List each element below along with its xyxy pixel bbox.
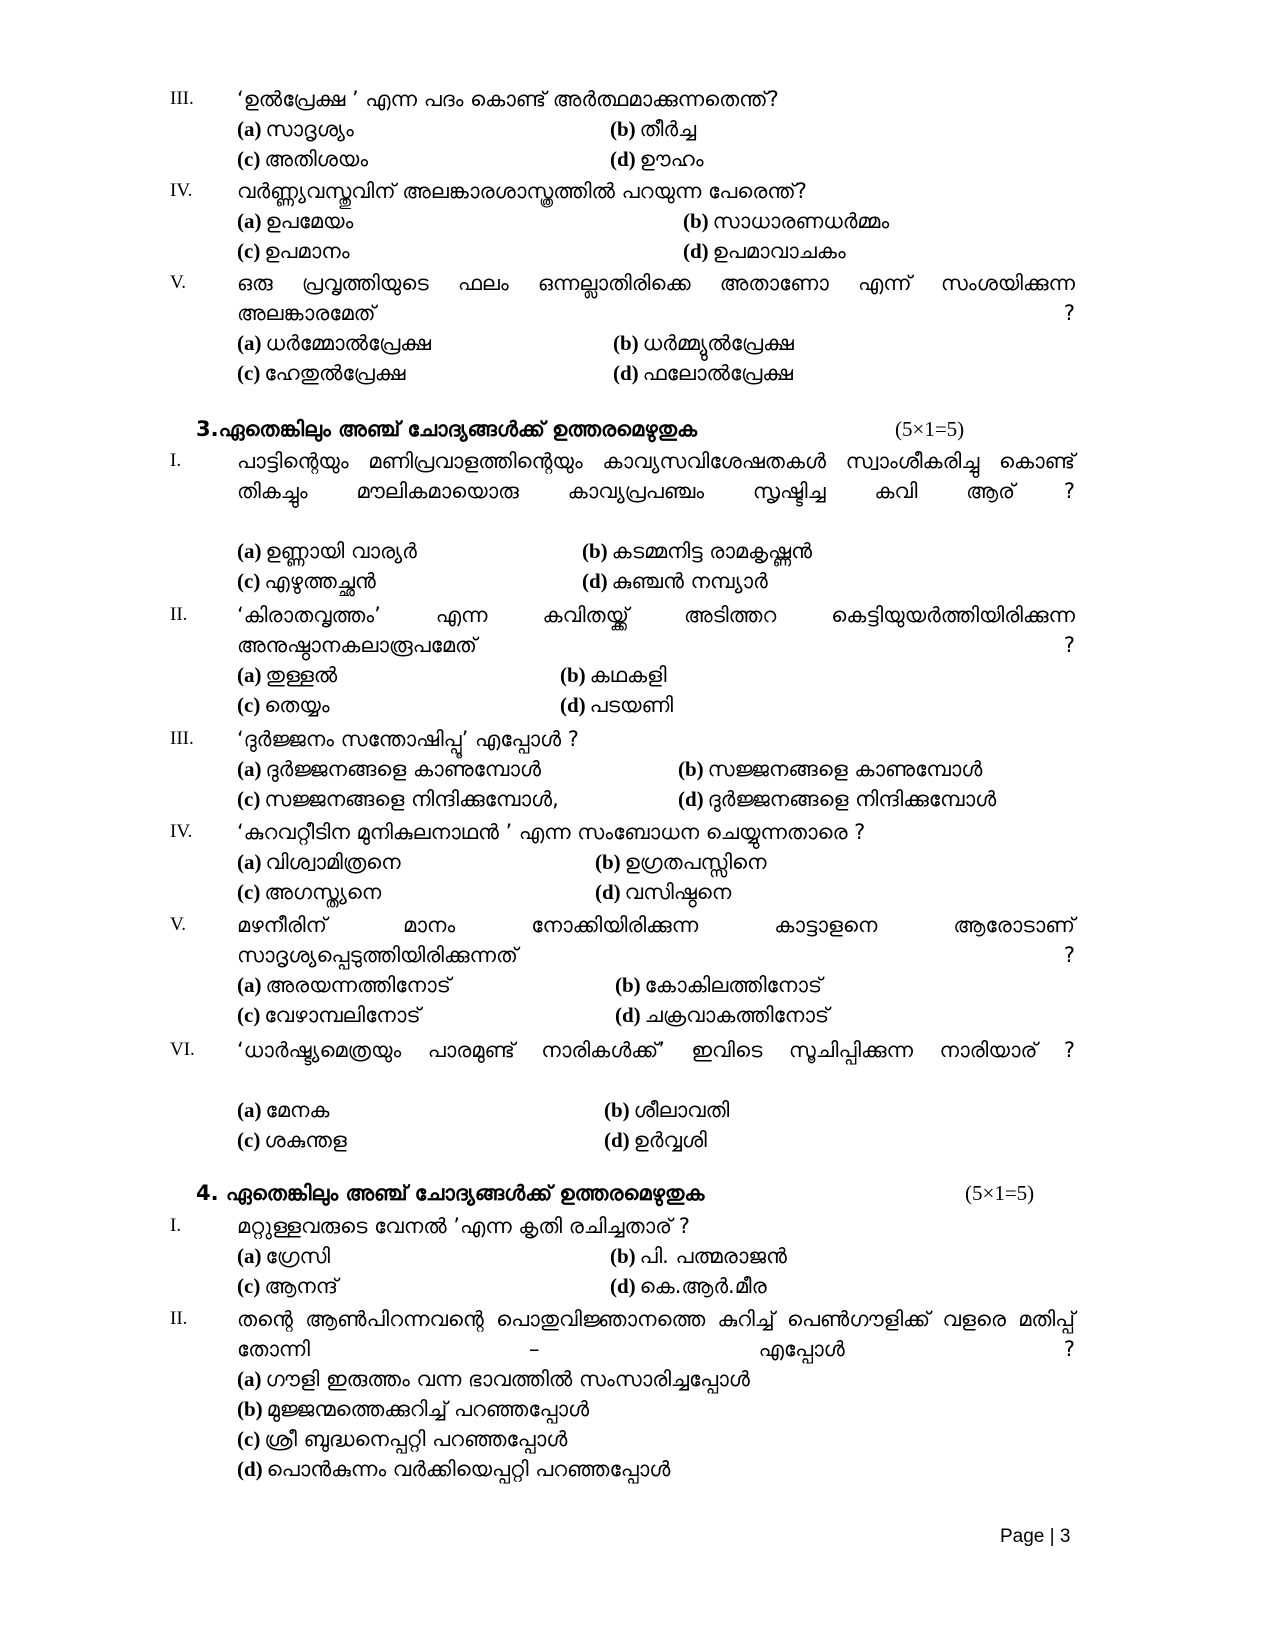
question-text: ‘ദുർജ്ജനം സന്തോഷിപ്പൂ’ എപ്പോൾ ? [237, 727, 579, 751]
option-text: മുജ്ജന്മത്തെക്കുറിച്ച് പറഞ്ഞപ്പോൾ [266, 1397, 590, 1421]
answer-option [604, 1125, 707, 1155]
question-number: IV. [170, 821, 193, 842]
answer-option [237, 566, 376, 596]
option-text: പടയണി [589, 693, 674, 717]
option-label: (b) [560, 663, 586, 687]
answer-option [610, 114, 696, 144]
option-text: ആനന്ദ് [264, 1274, 338, 1298]
answer-option [237, 328, 431, 358]
option-text: കുഞ്ചൻ നമ്പ്യാർ [611, 569, 768, 593]
option-text: ഉപമാവാചകം [712, 239, 846, 263]
option-label: (b) [615, 973, 641, 997]
option-text: അഗസ്ത്യനെ [264, 880, 382, 904]
question-number: V. [170, 272, 187, 293]
answer-option [615, 1000, 829, 1030]
question-text: ‘ഉൽപ്രേക്ഷ ’ എന്ന പദം കൊണ്ട് അർത്ഥമാക്കുന്നതെന്ത്? [237, 87, 779, 111]
question-text: ‘കിരാതവൃത്തം’ എന്ന കവിതയ്ക്ക് അടിത്തറ കെട്ടിയുയർത്തിയിരിക്കുന്ന അനുഷ്ഠാനകലാരൂപമേത് ? [237, 603, 1075, 657]
question-number: I. [170, 1215, 182, 1236]
option-label: (b) [678, 757, 704, 781]
option-label: (c) [237, 1003, 261, 1027]
answer-option [237, 877, 381, 907]
answer-option [237, 784, 559, 814]
option-text: എഴുത്തച്ഛൻ [264, 569, 376, 593]
option-text: കെ.ആർ.മീര [639, 1274, 767, 1298]
page-number: Page | 3 [1000, 1526, 1071, 1547]
option-label: (d) [595, 880, 621, 904]
option-text: ദുർജ്ജനങ്ങളെ നിന്ദിക്കുമ്പോൾ [707, 787, 997, 811]
question-text: മറ്റുള്ളവരുടെ വേനൽ ’എന്ന കൃതി രചിച്ചതാര് ? [237, 1214, 690, 1238]
option-label: (d) [610, 1274, 636, 1298]
option-text: വേഴാമ്പലിനോട് [264, 1003, 421, 1027]
option-label: (d) [237, 1457, 263, 1481]
option-label: (b) [595, 850, 621, 874]
option-text: ധർമ്മ്യുൽപ്രേക്ഷ [642, 331, 794, 355]
answer-option [615, 970, 822, 1000]
option-label: (d) [678, 787, 704, 811]
option-label: (a) [237, 973, 262, 997]
question-text: മഴനീരിന് മാനം നോക്കിയിരിക്കുന്ന കാട്ടാളനെ ആരോടാണ് സാദൃശ്യപ്പെടുത്തിയിരിക്കുന്നത് ? [237, 913, 1075, 967]
answer-option [237, 114, 354, 144]
answer-option [678, 784, 996, 814]
answer-option [610, 1271, 767, 1301]
answer-option [610, 144, 704, 174]
option-label: (c) [237, 147, 261, 171]
option-label: (b) [610, 117, 636, 141]
option-text: ദുർജ്ജനങ്ങളെ കാണുമ്പോൾ [265, 757, 541, 781]
question-number: V. [170, 914, 187, 935]
option-label: (a) [237, 1098, 262, 1122]
option-label: (c) [237, 693, 261, 717]
option-text: തീർച്ച [639, 117, 697, 141]
answer-option [237, 1125, 347, 1155]
question-text: ‘കുറവറ്റീടിന മുനികുലനാഥൻ ’ എന്ന സംബോധന ചെയ്യുന്നതാരെ ? [237, 820, 866, 844]
answer-option [237, 1424, 567, 1454]
question-number: II. [170, 1308, 188, 1329]
answer-option [237, 847, 401, 877]
question-number: IV. [170, 180, 193, 201]
option-text: ധർമ്മോൽപ്രേക്ഷ [265, 331, 431, 355]
question-text: ഒരു പ്രവൃത്തിയുടെ ഫലം ഒന്നല്ലാതിരിക്കെ അതാണോ എന്ന് സംശയിക്കുന്ന അലങ്കാരമേത് ? [237, 271, 1075, 325]
option-text: കോകിലത്തിനോട് [644, 973, 823, 997]
answer-option [683, 236, 846, 266]
answer-option [582, 566, 768, 596]
option-text: അരയന്നത്തിനോട് [265, 973, 451, 997]
option-label: (b) [237, 1397, 263, 1421]
option-text: ശ്രീ ബുദ്ധനെപ്പറ്റി പറഞ്ഞപ്പോൾ [264, 1427, 568, 1451]
question-number: VI. [170, 1039, 195, 1060]
option-label: (a) [237, 331, 262, 355]
option-label: (b) [610, 1244, 636, 1268]
option-label: (c) [237, 1427, 261, 1451]
answer-option [613, 328, 794, 358]
option-label: (c) [237, 880, 261, 904]
option-text: സാദൃശ്യം [265, 117, 354, 141]
option-text: ഊഹം [639, 147, 704, 171]
option-label: (c) [237, 361, 261, 385]
option-text: മേനക [265, 1098, 330, 1122]
option-text: ഗ്രേസി [265, 1244, 331, 1268]
answer-option [237, 358, 405, 388]
option-label: (d) [560, 693, 586, 717]
option-label: (c) [237, 239, 261, 263]
answer-option [560, 690, 673, 720]
answer-option [595, 877, 731, 907]
option-text: ഉണ്ണായി വാര്യർ [265, 539, 417, 563]
section-heading: 4. ഏതെങ്കിലും അഞ്ച് ചോദ്യങ്ങൾക്ക് ഉത്തരമെഴുതുക [196, 1181, 705, 1205]
option-label: (a) [237, 539, 262, 563]
option-text: തുള്ളൽ [265, 663, 338, 687]
section-marks: (5×1=5) [895, 417, 965, 441]
option-label: (c) [237, 1274, 261, 1298]
option-label: (d) [610, 147, 636, 171]
question-number: III. [170, 88, 194, 109]
answer-option [237, 690, 330, 720]
option-label: (a) [237, 1244, 262, 1268]
option-label: (d) [615, 1003, 641, 1027]
answer-option [237, 970, 451, 1000]
option-text: അതിശയം [264, 147, 369, 171]
option-text: തെയ്യം [264, 693, 330, 717]
option-text: പി. പത്മരാജൻ [639, 1244, 787, 1268]
answer-option [237, 144, 368, 174]
option-text: ഉപമാനം [264, 239, 350, 263]
answer-option [237, 660, 337, 690]
answer-option [560, 660, 667, 690]
question-text: തന്റെ ആൺപിറന്നവന്റെ പൊതുവിജ്ഞാനത്തെ കുറിച്ച് പെൺഗൗളിക്ക് വളരെ മതിപ്പ് തോന്നി – എപ്പോൾ ? [237, 1307, 1075, 1361]
answer-option [595, 847, 766, 877]
answer-option [237, 1271, 338, 1301]
answer-option [237, 1241, 330, 1271]
answer-option [604, 1095, 729, 1125]
answer-option [237, 754, 541, 784]
question-text: വർണ്ണ്യവസ്തുവിന് അലങ്കാരശാസ്ത്രത്തിൽ പറയുന്ന പേരെന്ത്? [237, 179, 807, 203]
option-text: ശീലാവതി [633, 1098, 730, 1122]
option-label: (b) [604, 1098, 630, 1122]
answer-option [237, 1000, 421, 1030]
section-heading: 3.ഏതെങ്കിലും അഞ്ച് ചോദ്യങ്ങൾക്ക് ഉത്തരമെഴുതുക [196, 417, 698, 441]
answer-option [237, 536, 417, 566]
answer-option [237, 1095, 329, 1125]
option-label: (b) [582, 539, 608, 563]
option-label: (a) [237, 757, 262, 781]
question-text: പാട്ടിന്റെയും മണിപ്രവാളത്തിന്റെയും കാവ്യസവിശേഷതകൾ സ്വാംശീകരിച്ചു കൊണ്ട് തികച്ചും മൗലികമായൊരു കാവ്യപ്രപഞ്ചം സൃഷ്ടിച്ച കവി ആര് ? [237, 449, 1075, 503]
option-text: സാധാരണധർമ്മം [712, 209, 890, 233]
answer-option [237, 1454, 670, 1484]
answer-option [610, 1241, 787, 1271]
option-label: (d) [683, 239, 709, 263]
option-label: (a) [237, 209, 262, 233]
option-label: (b) [613, 331, 639, 355]
option-label: (a) [237, 1367, 262, 1391]
answer-option [678, 754, 982, 784]
option-text: ഗൗളി ഇരുത്തം വന്ന ഭാവത്തിൽ സംസാരിച്ചപ്പോൾ [265, 1367, 750, 1391]
option-text: കഥകളി [589, 663, 667, 687]
option-label: (a) [237, 117, 262, 141]
option-label: (b) [683, 209, 709, 233]
option-text: വിശ്വാമിത്രനെ [265, 850, 401, 874]
option-label: (a) [237, 850, 262, 874]
section-marks: (5×1=5) [965, 1181, 1035, 1205]
option-label: (c) [237, 1128, 261, 1152]
option-text: സജ്ജനങ്ങളെ നിന്ദിക്കുമ്പോൾ, [264, 787, 559, 811]
option-text: ഉഗ്രതപസ്സിനെ [624, 850, 767, 874]
option-text: കടമ്മനിട്ട രാമകൃഷ്ണൻ [611, 539, 812, 563]
answer-option [683, 206, 889, 236]
option-text: ശകുന്തള [264, 1128, 347, 1152]
answer-option [237, 236, 350, 266]
option-text: ഉപമേയം [265, 209, 354, 233]
option-label: (c) [237, 569, 261, 593]
option-text: ചക്രവാകത്തിനോട് [644, 1003, 830, 1027]
option-label: (d) [613, 361, 639, 385]
option-label: (c) [237, 787, 261, 811]
option-label: (d) [604, 1128, 630, 1152]
answer-option [237, 1394, 589, 1424]
question-number: III. [170, 728, 194, 749]
answer-option [613, 358, 793, 388]
option-text: ഫലോൽപ്രേക്ഷ [642, 361, 793, 385]
option-text: പൊൻകുന്നം വർക്കിയെപ്പറ്റി പറഞ്ഞപ്പോൾ [266, 1457, 671, 1481]
option-text: ഹേതുൽപ്രേക്ഷ [264, 361, 406, 385]
answer-option [237, 206, 353, 236]
option-text: വസിഷ്ഠനെ [624, 880, 732, 904]
option-label: (d) [582, 569, 608, 593]
option-text: സജ്ജനങ്ങളെ കാണുമ്പോൾ [707, 757, 983, 781]
option-label: (a) [237, 663, 262, 687]
answer-option [237, 1364, 750, 1394]
option-text: ഉർവ്വശി [633, 1128, 707, 1152]
answer-option [582, 536, 812, 566]
question-text: ‘ധാർഷ്ട്യമെത്രയും പാരമുണ്ട് നാരികൾക്ക്’ ഇവിടെ സൂചിപ്പിക്കുന്ന നാരിയാര് ? [237, 1038, 1075, 1062]
question-number: I. [170, 450, 182, 471]
question-number: II. [170, 604, 188, 625]
